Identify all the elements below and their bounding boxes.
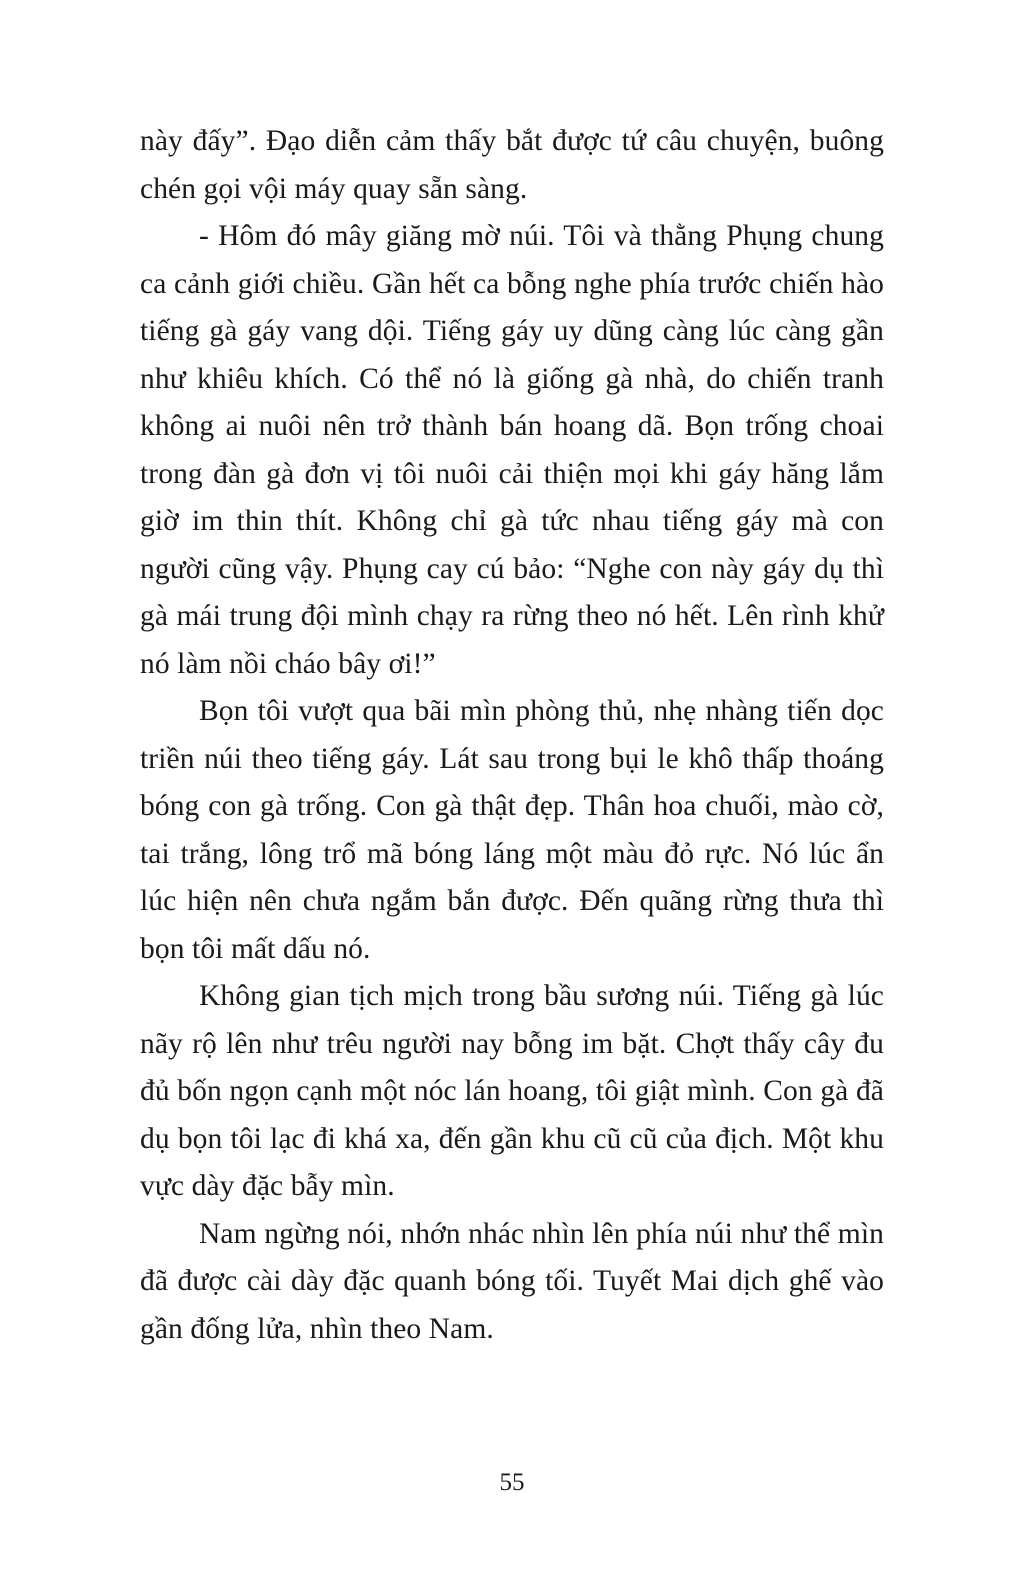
body-text-column [140, 118, 884, 1353]
paragraph: này đấy”. Đạo diễn cảm thấy bắt được tứ câu chuyện, buông chén gọi vội máy quay sẵn sàng. [140, 125, 884, 205]
paragraph: Nam ngừng nói, nhớn nhác nhìn lên phía núi như thể mìn đã được cài dày đặc quanh bóng tối. Tuyết Mai dịch ghế vào gần đống lửa, nhìn theo Nam. [140, 1217, 884, 1345]
page-number: 55 [499, 1469, 525, 1496]
paragraph: Bọn tôi vượt qua bãi mìn phòng thủ, nhẹ nhàng tiến dọc triền núi theo tiếng gáy. Lát sau trong bụi le khô thấp thoáng bóng con gà trống. Con gà thật đẹp. Thân hoa chuối, mào cờ, tai trắng, lông trổ mã bóng láng một màu đỏ rực. Nó lúc ẩn lúc hiện nên chưa ngắm bắn được. Đến quãng rừng thưa thì bọn tôi mất dấu nó. [140, 695, 884, 965]
paragraph: - Hôm đó mây giăng mờ núi. Tôi và thằng Phụng chung ca cảnh giới chiều. Gần hết ca bỗng nghe phía trước chiến hào tiếng gà gáy vang dội. Tiếng gáy uy dũng càng lúc càng gần như khiêu khích. Có thể nó là giống gà nhà, do chiến tranh không ai nuôi nên trở thành bán hoang dã. Bọn trống choai trong đàn gà đơn vị tôi nuôi cải thiện mọi khi gáy hăng lắm giờ im thin thít. Không chỉ gà tức nhau tiếng gáy mà con người cũng vậy. Phụng cay cú bảo: “Nghe con này gáy dụ thì gà mái trung đội mình chạy ra rừng theo nó hết. Lên rình khử nó làm nồi cháo bây ơi!” [140, 220, 884, 680]
paragraph: Không gian tịch mịch trong bầu sương núi. Tiếng gà lúc nãy rộ lên như trêu người nay bỗng im bặt. Chợt thấy cây đu đủ bốn ngọn cạnh một nóc lán hoang, tôi giật mình. Con gà đã dụ bọn tôi lạc đi khá xa, đến gần khu cũ cũ của địch. Một khu vực dày đặc bẫy mìn. [140, 980, 884, 1202]
